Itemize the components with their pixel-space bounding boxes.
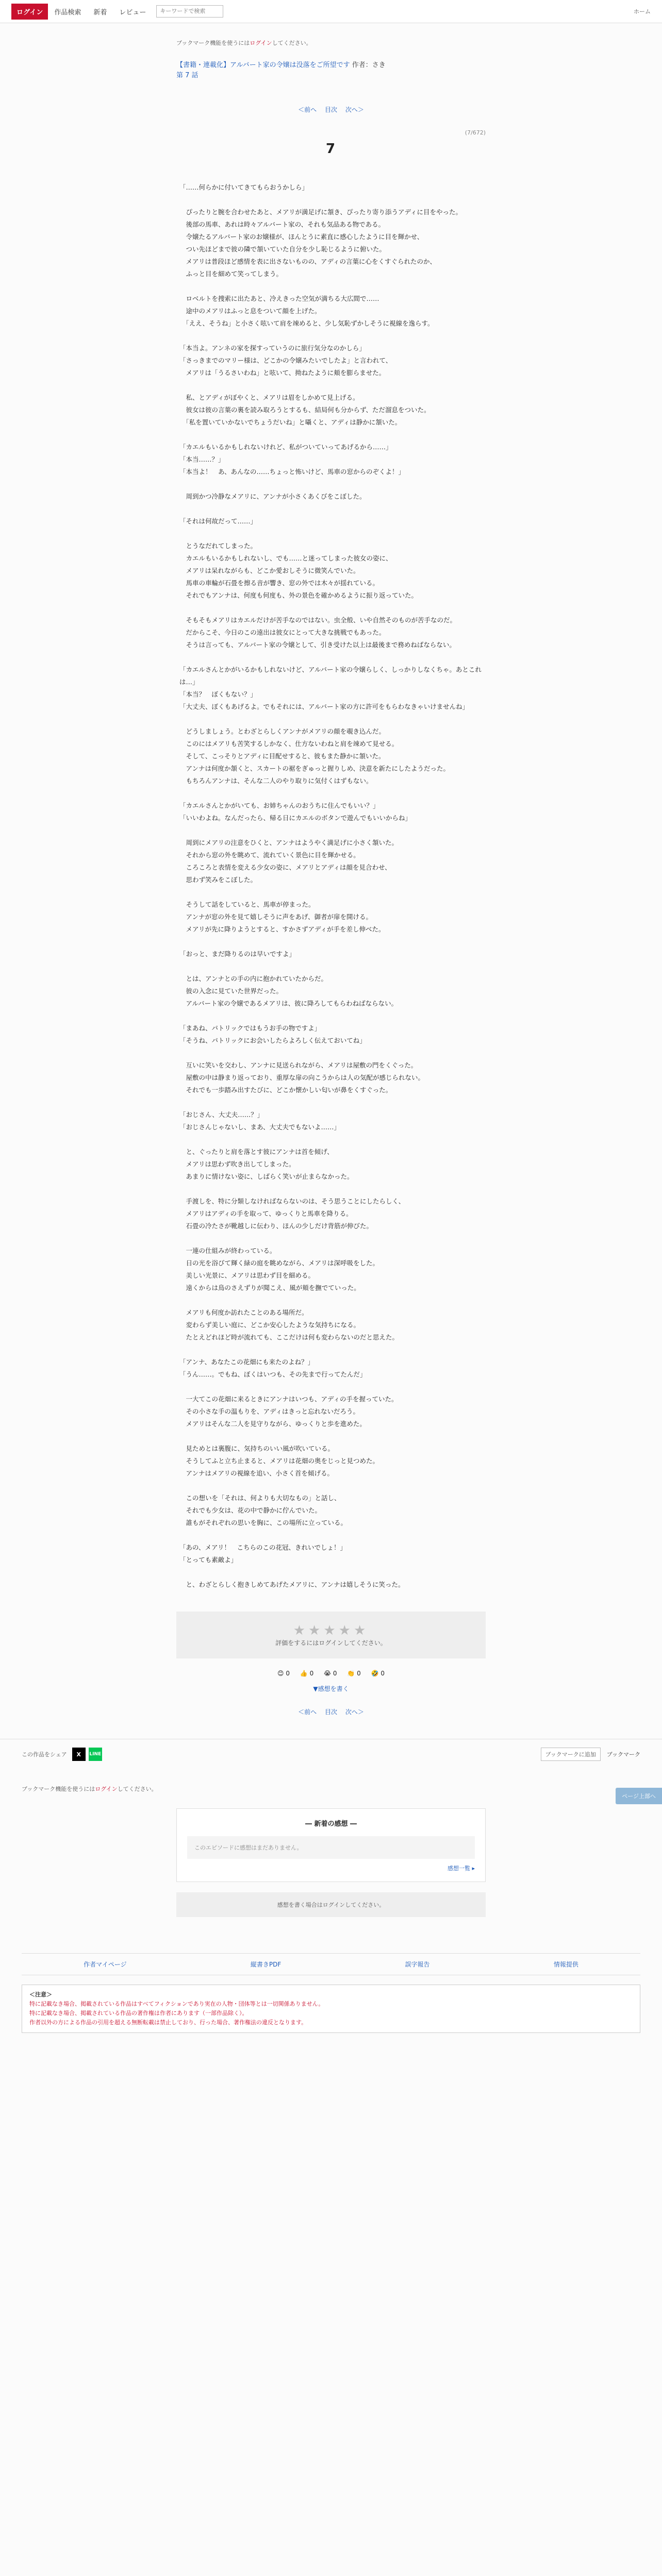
footer-vertical-pdf[interactable]: 縦書きPDF [250,1961,282,1968]
novel-paragraph: メアリも何度か訪れたことのある場所だ。 変わらず美しい庭に、どこか安心したような気持ちになる。 たとえどれほど時が流れても、ここだけは何も変わらないのだと思えた。 [186,1309,399,1341]
index-link[interactable]: 目次 [324,106,337,113]
novel-paragraph: 一連の仕組みが終わっている。 日の光を浴びて輝く緑の庭を眺めながら、メアリは深呼吸をした。 美しい光景に、メアリは思わず目を細める。 遠くからは鳥のさえずりが聞こえ、風が頬を撫でていった。 [186,1247,379,1292]
reaction-4[interactable]: 👏 0 [347,1670,361,1677]
footer-typo-report[interactable]: 誤字報告 [405,1961,430,1968]
footer-author-page[interactable]: 作者マイページ [84,1961,127,1968]
login-link[interactable]: ログイン [250,40,272,46]
lower-bookmark-note: ブックマーク機能を使うにはログインしてください。 [22,1786,157,1792]
novel-paragraph: 「それは何故だって……」 [179,517,257,525]
prev-link-bottom[interactable]: ＜前へ [298,1708,317,1716]
next-link-bottom[interactable]: 次へ＞ [345,1708,364,1716]
lower-section [22,1785,640,1793]
novel-paragraph: 「あの、メアリ！ こちらのこの花冠、きれいでしょ！」 「とっても素敵よ」 [179,1544,347,1564]
impressions-empty: このエピソードに感想はまだありません。 [187,1836,475,1859]
novel-paragraph: 周到にメアリの注意をひくと、アンナはようやく満足げに小さく頷いた。 それから窓の外を眺めて、流れていく景色に目を輝かせる。 ころころと表情を変える少女の姿に、メアリとアディは顔を見合わせ、 思わず笑みをこぼした。 [186,839,399,884]
impressions-title: ― 新着の感想 ― [305,1820,357,1828]
reaction-2[interactable]: 👍 0 [300,1670,314,1677]
back-to-top-button[interactable]: ページ上部へ [616,1788,662,1804]
add-bookmark-button[interactable]: ブックマークに追加 [541,1748,601,1761]
novel-paragraph: 「カエルさんとかがいても、お姉ちゃんのおうちに住んでもいい？」 「いいわよね。なんだったら、帰る日にカエルのボタンで遊んでもいいからね」 [179,802,412,822]
novel-paragraph: 手渡しを、特に分類しなければならないのは、そう思うことにしたらしく、 メアリはアディの手を取って、ゆっくりと馬車を降りる。 石畳の冷たさが靴越しに伝わり、ほんの少しだけ背筋が伸びた。 [186,1197,405,1230]
footer-info[interactable]: 情報提供 [553,1961,578,1968]
chapter-number: 7 [325,141,337,157]
episode-pager-bottom [176,1707,486,1716]
story-title-link[interactable]: 【書籍・連載化】アルバート家の令嬢は没落をご所望です [176,61,350,69]
top-bar [0,0,662,23]
line-share-icon[interactable]: LINE [89,1748,102,1761]
reaction-3[interactable]: 😭 0 [324,1670,337,1677]
novel-paragraph: 「本当よ。アンネの家を探すっていうのに旅行気分なのかしら」 「さっきまでのマリー様は、どこかの令嬢みたいでしたよ」と言われて、 メアリは「うるさいわね」と呟いて、拗ねたように頬を膨らませた。 [179,344,392,377]
episode-label: 第 7 話 [176,71,198,79]
novel-paragraph: ロベルトを捜索に出たあと、冷えきった空気が満ちる大広間で…… 途中のメアリはふっと息をついて顔を上げた。 「ええ、そうね」と小さく呟いて肩を竦めると、少し気恥ずかしそうに視線を逸らす。 [186,295,434,327]
write-impression-link[interactable]: ▼感想を書く [313,1685,349,1692]
notice-box [22,1985,640,2033]
reaction-5[interactable]: 🤣 0 [371,1670,385,1677]
story-title [176,60,486,80]
novel-paragraph: 「カエルもいるかもしれないけれど、私がついていってあげるから……」 「本当……？」 「本当よ！ あ、あんなの……ちょっと怖いけど、馬車の窓からのぞくよ！」 [179,443,405,476]
novel-paragraph: 「おっと、まだ降りるのは早いですよ」 とは、アンナとの手の内に抱かれていたからだ。 彼の入念に見ていた世界だった。 アルバート家の令嬢であるメアリは、彼に降ろしてもらわねばならない。 [179,950,398,1007]
footer-nav [22,1953,640,1975]
index-link-bottom[interactable]: 目次 [324,1708,337,1716]
novel-paragraph: 「アンナ、あなたこの花畑にも来たのよね？」 「うん……。でもね、ぼくはいつも、その先まで行ってたんだ」 [179,1358,367,1378]
novel-paragraph: ぴったりと腕を合わせたあと、メアリが満足げに頷き、ぴったり寄り添うアディに目をやった。 後部の馬車、あれは時々アルバート家の、それも気品ある物である。 令嬢たるアルバート家のお嬢様が、ほんとうに素直に感心したように目を輝かせ、 つい先ほどまで彼の隣で頷いていた自分を少し恥じるように俯いた。 メアリは普段ほど感情を表に出さないものの、アディの言葉に心をくすぐられたのか、 ふっと目を細めて笑ってしまう。 [186,208,462,278]
lower-login-link[interactable]: ログイン [95,1786,118,1792]
novel-paragraph: そうして話をしていると、馬車が停まった。 アンナが窓の外を見て嬉しそうに声をあげ、御者が扉を開ける。 メアリが先に降りようとすると、すかさずアディが手を差し伸べた。 [186,901,385,933]
impressions-more-link[interactable]: 感想一覧 ▸ [447,1865,475,1872]
prev-link[interactable]: ＜前へ [298,106,317,113]
home-link[interactable]: ホーム [634,8,651,15]
notice-line: 作者以外の方による作品の引用を超える無断転載は禁止しており、行った場合、著作権法の違反となります。 [29,2019,307,2026]
bookmark-note: ブックマーク機能を使うにはログインしてください。 [176,40,312,46]
novel-paragraph: とうなだれてしまった。 カエルもいるかもしれないし、でも……と迷ってしまった彼女の姿に、 メアリは呆れながらも、どこか愛おしそうに微笑んでいた。 馬車の車輪が石畳を擦る音が響き、窓の外では木々が揺れている。 それでもアンナは、何度も何度も、外の景色を確かめるように振り返っていた。 [186,542,418,599]
reactions [176,1670,486,1677]
notice-head: ＜注意＞ [29,1991,52,1998]
rating-note: 評価をするにはログインしてください。 [275,1639,387,1647]
novel-paragraph: 「まあね、パトリックではもうお手の物ですよ」 「そうね、パトリックにお会いしたらよろしく伝えておいてね」 [179,1024,366,1044]
novel-paragraph: 互いに笑いを交わし、アンナに見送られながら、メアリは屋敷の門をくぐった。 屋敷の中は静まり返っており、重厚な扉の向こうからは人の気配が感じられない。 それでも一歩踏み出すたびに、どこか懐かしい匂いが鼻をくすぐった。 [186,1061,425,1094]
nav-new[interactable]: 新着 [93,8,107,16]
page-number: (7/672) [465,129,486,136]
nav-search[interactable]: 作品検索 [54,8,81,16]
impressions-box [176,1808,486,1882]
nav-review[interactable]: レビュー [119,8,146,16]
novel-paragraph: と、わざとらしく抱きしめてあげたメアリに、アンナは嬉しそうに笑った。 [179,1581,405,1588]
novel-paragraph: 「カエルさんとかがいるかもしれないけど、アルバート家の令嬢らしく、しっかりしなくちゃ。あとこれは…」 「本当？ ぼくもない？」 「大丈夫、ぼくもあげるよ。でもそれには、アルバート家の方に許可をもらわなきゃいけませんね」 [179,666,482,710]
novel-paragraph: どうしましょう。とわざとらしくアンナがメアリの顔を覗き込んだ。 このにはメアリも苦笑するしかなく、仕方ないわねと肩を竦めて見せる。 そして、こっそりとアディに目配せすると、彼もまた静かに頷いた。 アンナは何度か頷くと、スカートの裾をぎゅっと握りしめ、決意を新たにしたようだった。 もちろんアンナは、そんな二人のやり取りに気付くはずもない。 [186,727,450,785]
share-bar [0,1739,662,1769]
episode-pager-top [176,105,486,114]
login-to-comment: 感想を書く場合はログインしてください。 [176,1892,486,1917]
rating-box [176,1612,486,1658]
novel-paragraph: 見ためとは裏腹に、気持ちのいい風が吹いている。 そうしてふと立ち止まると、メアリは花畑の奥をじっと見つめた。 アンナはメアリの視線を追い、小さく首を傾げる。 [186,1445,379,1477]
next-link[interactable]: 次へ＞ [345,106,364,113]
novel-paragraph: と、ぐったりと肩を落とす彼にアンナは首を傾げ、 メアリは思わず吹き出してしまった。 あまりに情けない姿に、しばらく笑いが止まらなかった。 [186,1148,354,1180]
novel-paragraph: 「……何らかに付いてきてもらおうかしら」 [179,183,309,191]
author-label: 作者：さき [352,61,386,69]
novel-paragraph: 「おじさん、大丈夫……？」 「おじさんじゃないし、まあ、大丈夫でもないよ……」 [179,1111,341,1131]
novel-paragraph: そもそもメアリはカエルだけが苦手なのではない。虫全般、いや自然そのものが苦手なのだ。 だからこそ、今日のこの遠出は彼女にとって大きな挑戦でもあった。 そうは言っても、アルバート家の令嬢として、引き受けた以上は最後まで務めねばならない。 [186,616,457,649]
notice-line: 特に記載なき場合、掲載されている作品はすべてフィクションであり実在の人物・団体等とは一切関係ありません。 [29,2001,324,2007]
x-share-icon[interactable]: X [72,1748,86,1761]
bookmark-link[interactable]: ブックマーク [606,1751,640,1758]
notice-line: 特に記載なき場合、掲載されている作品の著作権は作者にあります（一部作品除く）。 [29,2010,248,2016]
novel-paragraph: 私、とアディがぼやくと、メアリは眉をしかめて見上げる。 彼女は彼の言葉の裏を読み取ろうとするも、結局何も分からず、ただ溜息をついた。 「私を置いていかないでちょうだいね」と囁くと、アディは静かに頷いた。 [186,394,431,426]
star-rating[interactable]: ★★★★★ [293,1623,369,1638]
share-label: この作品をシェア [22,1751,67,1758]
novel-paragraph: 周到かつ冷静なメアリに、アンナが小さくあくびをこぼした。 [179,493,366,500]
reaction-1[interactable]: 😊 0 [277,1670,290,1677]
novel-body [176,181,486,1591]
login-button[interactable]: ログイン [11,4,48,20]
novel-paragraph: この想いを「それは、何よりも大切なもの」と話し、 それでも少女は、花の中で静かに佇んでいた。 誰もがそれぞれの思いを胸に、この場所に立っている。 [186,1494,347,1527]
novel-paragraph: 一大てこの花畑に来るときにアンナはいつも、アディの手を握っていた。 その小さな手の温もりを、アディはきっと忘れないだろう。 メアリはそんな二人を見守りながら、ゆっくりと歩を進めた。 [186,1395,398,1428]
search-input[interactable] [156,5,223,18]
main-content [176,39,486,1716]
